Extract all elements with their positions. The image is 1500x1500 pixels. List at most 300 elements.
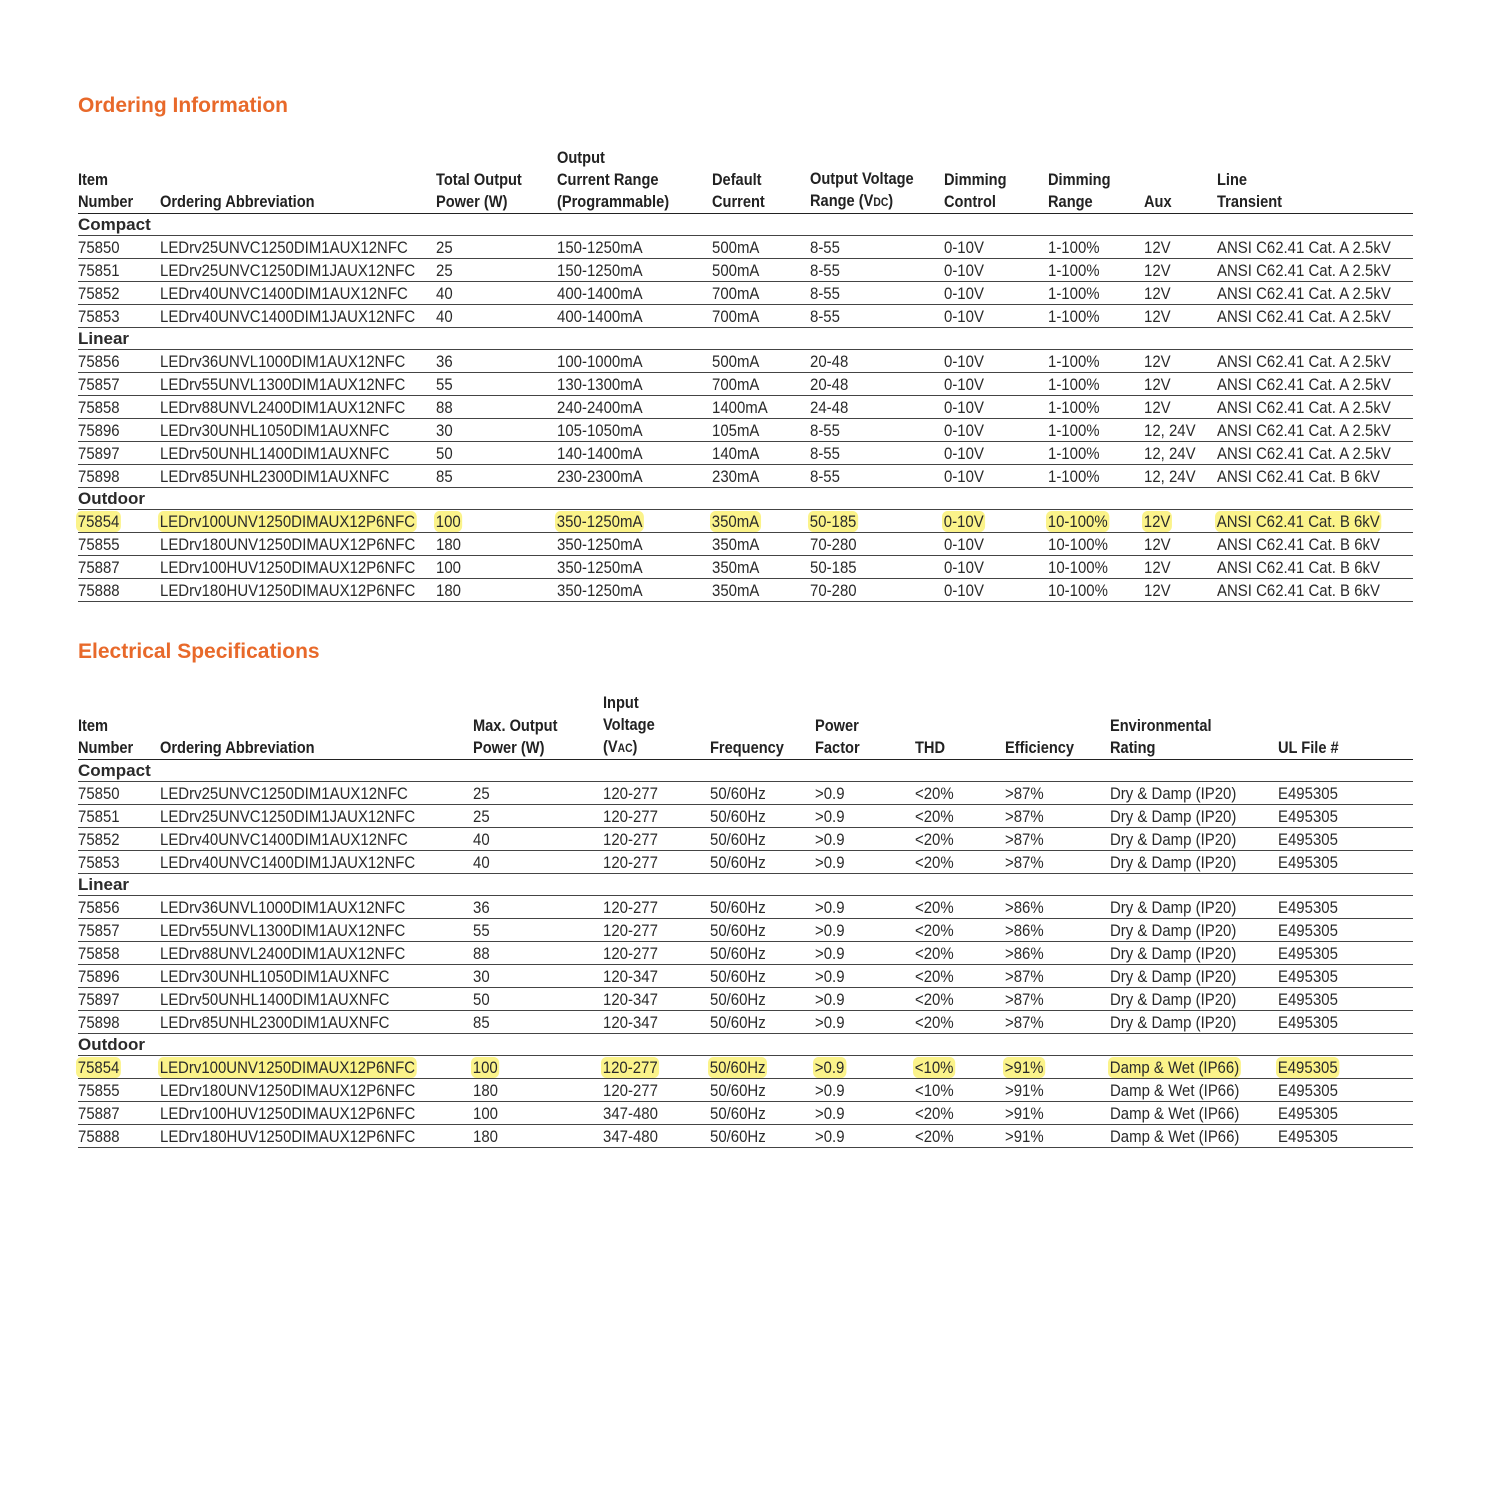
- ordering-col-header-line: [1217, 147, 1382, 169]
- ordering-cell: [78, 533, 160, 556]
- ordering-table-row: [78, 396, 1413, 419]
- ordering-cell: [436, 259, 557, 282]
- ordering-cell-text: 20-48: [810, 375, 849, 394]
- ordering-cell-text: 8-55: [810, 421, 840, 440]
- electrical-cell-text: 75888: [78, 1127, 120, 1146]
- electrical-cell: [815, 942, 915, 965]
- electrical-cell: [815, 919, 915, 942]
- ordering-cell-text: 55: [436, 375, 453, 394]
- electrical-col-header-line: Power (W): [473, 738, 545, 757]
- ordering-cell: [1144, 442, 1217, 465]
- electrical-col-header-line: [1278, 715, 1391, 737]
- electrical-cell: [915, 1102, 1005, 1125]
- ordering-table: [78, 146, 1413, 602]
- ordering-cell-text: LEDrv25UNVC1250DIM1AUX12NFC: [160, 238, 408, 257]
- ordering-cell: [1217, 350, 1413, 373]
- electrical-cell: [473, 919, 603, 942]
- ordering-cell-text: 75858: [78, 398, 120, 417]
- ordering-cell-text: 75897: [78, 444, 120, 463]
- ordering-col-header-line: [78, 147, 145, 169]
- ordering-cell: [1048, 282, 1144, 305]
- ordering-group-row: [78, 214, 1413, 236]
- electrical-section: [78, 640, 1413, 1148]
- electrical-cell: [1110, 1102, 1278, 1125]
- ordering-cell-text: 700mA: [712, 307, 760, 326]
- electrical-col-header-line: Input: [603, 693, 639, 712]
- ordering-table-row: [78, 419, 1413, 442]
- ordering-cell-text: ANSI C62.41 Cat. A 2.5kV: [1217, 284, 1391, 303]
- ordering-cell: [810, 510, 944, 533]
- electrical-cell: [815, 782, 915, 805]
- ordering-cell: [160, 259, 436, 282]
- electrical-cell: [160, 851, 473, 874]
- electrical-table-row: [78, 1011, 1413, 1034]
- electrical-cell-text: 347-480: [603, 1127, 658, 1146]
- electrical-cell: [160, 1056, 473, 1079]
- electrical-cell-text: 120-277: [603, 784, 658, 803]
- electrical-cell-text: >87%: [1005, 967, 1044, 986]
- ordering-cell: [810, 282, 944, 305]
- electrical-cell-text: >0.9: [815, 1013, 845, 1032]
- ordering-cell: [712, 350, 810, 373]
- ordering-cell-text: 30: [436, 421, 453, 440]
- ordering-col-header-line: Control: [944, 192, 996, 211]
- electrical-cell-text: 50/60Hz: [710, 898, 766, 917]
- ordering-cell: [160, 282, 436, 305]
- ordering-col-header: [712, 146, 796, 214]
- electrical-cell: [78, 919, 160, 942]
- ordering-cell-text: 1-100%: [1048, 467, 1100, 486]
- electrical-cell-text: <20%: [915, 898, 954, 917]
- ordering-cell-text: 12V: [1144, 307, 1171, 326]
- ordering-col-header: [557, 146, 690, 214]
- ordering-cell-text: 75888: [78, 581, 120, 600]
- electrical-cell: [1005, 896, 1110, 919]
- electrical-cell: [473, 851, 603, 874]
- ordering-cell-text: ANSI C62.41 Cat. A 2.5kV: [1217, 238, 1391, 257]
- ordering-cell-text: 10-100%: [1048, 558, 1108, 577]
- ordering-cell: [1144, 510, 1217, 533]
- ordering-cell-text: 0-10V: [944, 261, 984, 280]
- ordering-cell: [557, 579, 712, 602]
- electrical-group-label: Outdoor: [78, 1035, 146, 1054]
- electrical-col-header-line: [78, 693, 145, 715]
- ordering-cell-text: 100: [436, 558, 461, 577]
- electrical-cell: [1005, 1011, 1110, 1034]
- electrical-cell-text: 120-277: [603, 830, 658, 849]
- ordering-cell: [1144, 350, 1217, 373]
- ordering-cell: [557, 282, 712, 305]
- electrical-cell-text: <20%: [915, 807, 954, 826]
- electrical-cell-text: 75857: [78, 921, 120, 940]
- ordering-col-header-line: [1048, 147, 1127, 169]
- electrical-cell-text: Dry & Damp (IP20): [1110, 784, 1237, 803]
- electrical-cell-text: Dry & Damp (IP20): [1110, 1013, 1237, 1032]
- ordering-cell: [944, 419, 1048, 442]
- electrical-table-row: [78, 1079, 1413, 1102]
- ordering-col-header: [1217, 146, 1386, 214]
- ordering-cell-text: LEDrv50UNHL1400DIM1AUXNFC: [160, 444, 390, 463]
- electrical-cell-text: LEDrv55UNVL1300DIM1AUX12NFC: [160, 921, 406, 940]
- electrical-cell: [710, 1056, 815, 1079]
- ordering-cell-text: LEDrv85UNHL2300DIM1AUXNFC: [160, 467, 390, 486]
- ordering-col-header-line: Total Output: [436, 170, 522, 189]
- electrical-cell-text: <10%: [914, 1058, 954, 1077]
- electrical-cell: [603, 782, 710, 805]
- ordering-col-header: [1144, 146, 1207, 214]
- ordering-col-header: [160, 146, 397, 214]
- ordering-cell: [944, 259, 1048, 282]
- electrical-cell: [1278, 1102, 1413, 1125]
- ordering-cell-text: 75855: [78, 535, 120, 554]
- ordering-cell-text: 70-280: [810, 535, 857, 554]
- ordering-cell: [944, 556, 1048, 579]
- electrical-table-row: [78, 1125, 1413, 1148]
- ordering-cell: [78, 579, 160, 602]
- electrical-cell-text: >0.9: [815, 921, 845, 940]
- electrical-cell-text: 75858: [78, 944, 120, 963]
- electrical-cell: [1005, 965, 1110, 988]
- electrical-cell-text: 85: [473, 1013, 490, 1032]
- ordering-cell-text: 88: [436, 398, 453, 417]
- ordering-table-row: [78, 282, 1413, 305]
- electrical-cell-text: Dry & Damp (IP20): [1110, 807, 1237, 826]
- electrical-cell: [815, 1011, 915, 1034]
- ordering-cell: [557, 465, 712, 488]
- ordering-table-row: [78, 533, 1413, 556]
- ordering-cell: [712, 556, 810, 579]
- electrical-col-header-line: Number: [78, 738, 134, 757]
- electrical-cell: [160, 896, 473, 919]
- ordering-cell: [78, 556, 160, 579]
- ordering-cell-text: LEDrv55UNVL1300DIM1AUX12NFC: [160, 375, 406, 394]
- ordering-cell-text: 12V: [1144, 261, 1171, 280]
- electrical-cell-text: LEDrv88UNVL2400DIM1AUX12NFC: [160, 944, 406, 963]
- ordering-cell: [160, 442, 436, 465]
- ordering-cell-text: ANSI C62.41 Cat. B 6kV: [1216, 512, 1380, 531]
- ordering-cell-text: 1-100%: [1048, 284, 1100, 303]
- ordering-cell: [810, 442, 944, 465]
- electrical-col-header-line: Efficiency: [1005, 738, 1075, 757]
- ordering-cell-text: 100: [435, 512, 461, 531]
- electrical-cell-text: 75898: [78, 1013, 120, 1032]
- electrical-cell: [1110, 965, 1278, 988]
- electrical-cell: [1278, 1056, 1413, 1079]
- ordering-cell: [1144, 533, 1217, 556]
- electrical-cell-text: 88: [473, 944, 490, 963]
- electrical-cell: [603, 805, 710, 828]
- ordering-cell-text: 75856: [78, 352, 120, 371]
- ordering-cell-text: ANSI C62.41 Cat. B 6kV: [1217, 535, 1380, 554]
- electrical-cell: [1110, 1011, 1278, 1034]
- ordering-col-header: [810, 146, 925, 214]
- ordering-cell: [557, 259, 712, 282]
- ordering-cell: [160, 510, 436, 533]
- ordering-col-header-line: Dimming: [1048, 170, 1111, 189]
- ordering-cell-text: ANSI C62.41 Cat. A 2.5kV: [1217, 307, 1391, 326]
- ordering-cell-text: 75896: [78, 421, 120, 440]
- electrical-col-header: [1110, 692, 1254, 760]
- electrical-cell: [915, 805, 1005, 828]
- ordering-cell: [712, 579, 810, 602]
- ordering-cell-text: 180: [436, 581, 461, 600]
- electrical-cell-text: 100: [472, 1058, 498, 1077]
- electrical-cell-text: >0.9: [815, 898, 845, 917]
- electrical-cell-text: <20%: [915, 921, 954, 940]
- electrical-col-header: [1278, 692, 1394, 760]
- electrical-cell-text: LEDrv180UNV1250DIMAUX12P6NFC: [160, 1081, 416, 1100]
- electrical-cell-text: <20%: [915, 853, 954, 872]
- ordering-cell-text: 0-10V: [944, 398, 984, 417]
- ordering-title: Ordering Information: [78, 94, 288, 117]
- electrical-cell: [915, 1011, 1005, 1034]
- ordering-cell: [810, 373, 944, 396]
- ordering-col-header-line: [160, 169, 394, 191]
- ordering-cell-text: 10-100%: [1047, 512, 1108, 531]
- ordering-table-row: [78, 373, 1413, 396]
- electrical-col-header-line: Max. Output: [473, 716, 558, 735]
- electrical-cell-text: 50/60Hz: [710, 1013, 766, 1032]
- ordering-table-row: [78, 442, 1413, 465]
- electrical-cell: [815, 1056, 915, 1079]
- electrical-col-header-line: [1278, 693, 1391, 715]
- ordering-cell: [1217, 556, 1413, 579]
- electrical-cell-text: E495305: [1278, 1013, 1338, 1032]
- ordering-cell-text: 85: [436, 467, 453, 486]
- electrical-cell: [1110, 1125, 1278, 1148]
- electrical-table-row: [78, 965, 1413, 988]
- electrical-cell: [915, 828, 1005, 851]
- electrical-cell-text: E495305: [1278, 1127, 1338, 1146]
- ordering-cell-text: 25: [436, 261, 453, 280]
- ordering-cell-text: 400-1400mA: [557, 284, 643, 303]
- electrical-cell: [710, 1079, 815, 1102]
- ordering-cell-text: 1-100%: [1048, 352, 1100, 371]
- electrical-cell: [603, 1102, 710, 1125]
- electrical-cell-text: >0.9: [815, 1127, 845, 1146]
- electrical-cell: [1005, 805, 1110, 828]
- ordering-cell-text: 8-55: [810, 284, 840, 303]
- electrical-cell-text: LEDrv180HUV1250DIMAUX12P6NFC: [160, 1127, 416, 1146]
- electrical-cell-text: Damp & Wet (IP66): [1110, 1104, 1240, 1123]
- electrical-cell: [710, 828, 815, 851]
- ordering-cell: [1144, 556, 1217, 579]
- electrical-col-header-line: [473, 693, 581, 715]
- ordering-cell: [1048, 350, 1144, 373]
- electrical-table-row: [78, 805, 1413, 828]
- electrical-cell: [915, 919, 1005, 942]
- ordering-cell-text: LEDrv180UNV1250DIMAUX12P6NFC: [160, 535, 416, 554]
- electrical-cell-text: LEDrv25UNVC1250DIM1JAUX12NFC: [160, 807, 416, 826]
- ordering-cell-text: 230-2300mA: [557, 467, 643, 486]
- ordering-table-row: [78, 579, 1413, 602]
- electrical-cell: [473, 1011, 603, 1034]
- ordering-cell-text: ANSI C62.41 Cat. A 2.5kV: [1217, 261, 1391, 280]
- ordering-group-row: [78, 488, 1413, 510]
- electrical-cell-text: >87%: [1005, 807, 1044, 826]
- electrical-cell: [1278, 805, 1413, 828]
- electrical-cell: [1278, 896, 1413, 919]
- ordering-cell: [712, 282, 810, 305]
- electrical-cell: [473, 1102, 603, 1125]
- ordering-col-header-line: Default: [712, 170, 762, 189]
- ordering-cell: [810, 556, 944, 579]
- ordering-cell: [436, 442, 557, 465]
- ordering-col-header-line: Current: [712, 192, 765, 211]
- electrical-cell: [473, 782, 603, 805]
- ordering-cell: [436, 533, 557, 556]
- electrical-cell-text: <20%: [915, 1013, 954, 1032]
- ordering-cell: [1144, 305, 1217, 328]
- electrical-cell-text: E495305: [1278, 807, 1338, 826]
- electrical-table-row: [78, 988, 1413, 1011]
- ordering-col-header-line: [712, 147, 793, 169]
- electrical-cell-text: 36: [473, 898, 490, 917]
- electrical-cell-text: >0.9: [815, 853, 845, 872]
- electrical-cell: [78, 805, 160, 828]
- electrical-cell-text: 50/60Hz: [710, 784, 766, 803]
- electrical-cell: [1110, 919, 1278, 942]
- electrical-cell: [1110, 805, 1278, 828]
- ordering-cell-text: 0-10V: [944, 284, 984, 303]
- electrical-cell-text: E495305: [1278, 830, 1338, 849]
- ordering-cell: [810, 350, 944, 373]
- ordering-cell: [557, 236, 712, 259]
- ordering-cell: [1048, 556, 1144, 579]
- electrical-cell-text: 120-347: [603, 967, 658, 986]
- electrical-cell: [603, 942, 710, 965]
- ordering-cell-text: 12V: [1144, 352, 1171, 371]
- ordering-col-header-line: Line: [1217, 170, 1248, 189]
- ordering-cell-text: 10-100%: [1048, 581, 1108, 600]
- ordering-cell-text: 1-100%: [1048, 421, 1100, 440]
- electrical-cell: [160, 919, 473, 942]
- electrical-cell-text: E495305: [1277, 1058, 1338, 1077]
- electrical-cell: [603, 919, 710, 942]
- ordering-cell: [1048, 259, 1144, 282]
- electrical-cell: [1278, 965, 1413, 988]
- ordering-cell: [436, 510, 557, 533]
- ordering-cell: [944, 305, 1048, 328]
- electrical-col-header-line: [915, 693, 989, 715]
- ordering-cell-text: 8-55: [810, 238, 840, 257]
- ordering-cell: [712, 236, 810, 259]
- electrical-cell: [1005, 1079, 1110, 1102]
- electrical-cell-text: >87%: [1005, 990, 1044, 1009]
- ordering-cell-text: 0-10V: [943, 512, 984, 531]
- electrical-cell-text: Damp & Wet (IP66): [1110, 1127, 1240, 1146]
- electrical-cell-text: 75853: [78, 853, 120, 872]
- electrical-col-header-line: [710, 715, 797, 737]
- ordering-cell: [160, 305, 436, 328]
- ordering-col-header-line: [810, 146, 922, 168]
- ordering-cell-text: 75854: [77, 512, 120, 531]
- ordering-cell: [944, 465, 1048, 488]
- electrical-col-header-line: Frequency: [710, 738, 784, 757]
- electrical-cell: [160, 1125, 473, 1148]
- electrical-cell-text: 50/60Hz: [710, 967, 766, 986]
- ordering-cell: [557, 419, 712, 442]
- ordering-cell: [1144, 373, 1217, 396]
- electrical-col-header: [915, 692, 992, 760]
- electrical-cell: [160, 942, 473, 965]
- ordering-cell: [712, 533, 810, 556]
- electrical-cell-text: 75887: [78, 1104, 120, 1123]
- ordering-cell: [1217, 282, 1413, 305]
- electrical-cell-text: >87%: [1005, 830, 1044, 849]
- electrical-cell: [78, 988, 160, 1011]
- electrical-cell: [160, 1079, 473, 1102]
- electrical-cell-text: 50: [473, 990, 490, 1009]
- electrical-group-row: [78, 1034, 1413, 1056]
- ordering-cell: [1217, 510, 1413, 533]
- electrical-cell: [1005, 1125, 1110, 1148]
- electrical-cell-text: <20%: [915, 1104, 954, 1123]
- electrical-table-row: [78, 896, 1413, 919]
- electrical-cell: [1110, 828, 1278, 851]
- electrical-cell: [915, 782, 1005, 805]
- ordering-col-header-line: Transient: [1217, 192, 1283, 211]
- ordering-cell: [557, 533, 712, 556]
- electrical-cell-text: 50/60Hz: [710, 853, 766, 872]
- electrical-col-header-line: Factor: [815, 738, 860, 757]
- ordering-cell-text: 20-48: [810, 352, 849, 371]
- ordering-cell: [944, 282, 1048, 305]
- electrical-cell-text: >87%: [1005, 1013, 1044, 1032]
- electrical-cell-text: >0.9: [815, 990, 845, 1009]
- electrical-cell-text: 180: [473, 1127, 498, 1146]
- electrical-cell-text: LEDrv50UNHL1400DIM1AUXNFC: [160, 990, 390, 1009]
- electrical-cell-text: 120-277: [603, 898, 658, 917]
- ordering-cell: [1048, 579, 1144, 602]
- ordering-cell: [436, 579, 557, 602]
- ordering-cell: [1048, 419, 1144, 442]
- ordering-cell-text: 400-1400mA: [557, 307, 643, 326]
- ordering-cell-text: 1400mA: [712, 398, 768, 417]
- electrical-cell: [815, 828, 915, 851]
- electrical-cell: [1278, 942, 1413, 965]
- ordering-cell-text: 140-1400mA: [557, 444, 643, 463]
- ordering-cell: [944, 442, 1048, 465]
- ordering-cell: [810, 236, 944, 259]
- ordering-table-row: [78, 236, 1413, 259]
- ordering-group-label: Outdoor: [78, 489, 146, 508]
- electrical-col-header-line: [1005, 715, 1092, 737]
- ordering-cell: [160, 533, 436, 556]
- electrical-cell: [473, 805, 603, 828]
- electrical-cell-text: >0.9: [815, 1104, 845, 1123]
- ordering-cell-text: 12V: [1143, 512, 1171, 531]
- ordering-cell-text: 0-10V: [944, 238, 984, 257]
- electrical-col-header-line: Rating: [1110, 738, 1156, 757]
- electrical-cell-text: <20%: [915, 830, 954, 849]
- ordering-col-header-line: Output: [557, 148, 605, 167]
- electrical-cell-text: 40: [473, 830, 490, 849]
- electrical-cell: [78, 942, 160, 965]
- electrical-cell: [160, 828, 473, 851]
- ordering-cell: [557, 350, 712, 373]
- electrical-cell-text: >86%: [1005, 898, 1044, 917]
- ordering-cell-text: 700mA: [712, 284, 760, 303]
- ordering-cell-text: 50-185: [809, 512, 857, 531]
- electrical-cell: [603, 965, 710, 988]
- ordering-col-header-line: [1144, 147, 1203, 169]
- electrical-cell-text: 50/60Hz: [710, 944, 766, 963]
- electrical-cell: [160, 988, 473, 1011]
- electrical-cell-text: E495305: [1278, 1081, 1338, 1100]
- electrical-cell: [710, 805, 815, 828]
- electrical-cell-text: >86%: [1005, 944, 1044, 963]
